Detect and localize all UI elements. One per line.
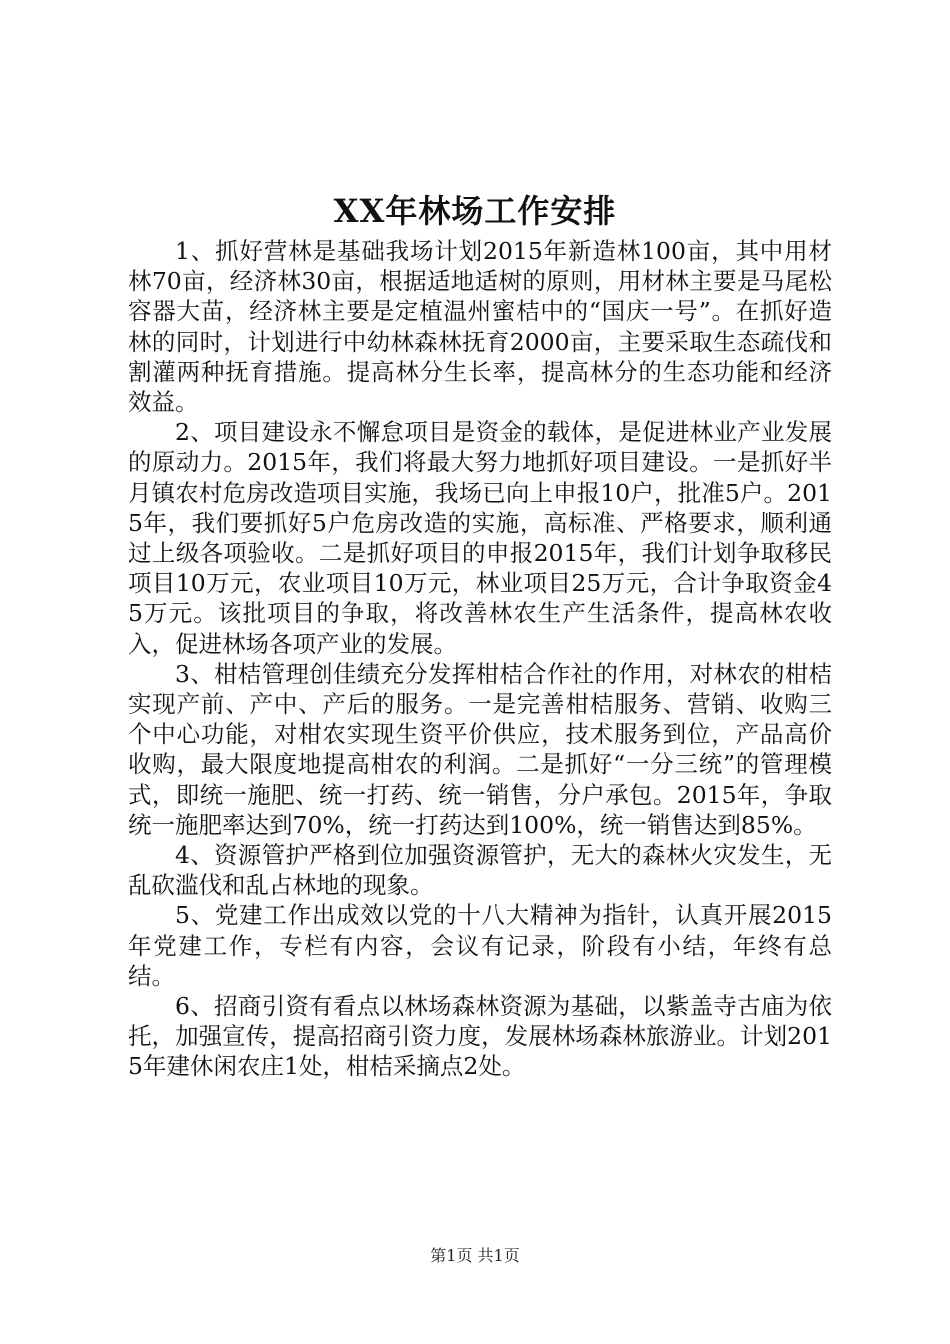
- paragraph-3: 3、柑桔管理创佳绩充分发挥柑桔合作社的作用，对林农的柑桔实现产前、产中、产后的服务。一是完善柑桔服务、营销、收购三个中心功能，对柑农实现生资平价供应，技术服务到位，产品高价收购，最大限度地提高柑农的利润。二是抓好“一分三统”的管理模式，即统一施肥、统一打药、统一销售，分户承包。2015年，争取统一施肥率达到70%，统一打药达到100%，统一销售达到85%。: [128, 659, 832, 839]
- page-number-footer: 第1页 共1页: [430, 1246, 520, 1265]
- paragraph-2: 2、项目建设永不懈怠项目是资金的载体，是促进林业产业发展的原动力。2015年，我们将最大努力地抓好项目建设。一是抓好半月镇农村危房改造项目实施，我场已向上申报10户，批准5户。2015年，我们要抓好5户危房改造的实施，高标准、严格要求，顺利通过上级各项验收。二是抓好项目的申报2015年，我们计划争取移民项目10万元，农业项目10万元，林业项目25万元，合计争取资金45万元。该批项目的争取，将改善林农生产生活条件，提高林农收入，促进林场各项产业的发展。: [128, 418, 832, 658]
- document-body: [128, 236, 832, 1082]
- paragraph-4: 4、资源管护严格到位加强资源管护，无大的森林火灾发生，无乱砍滥伐和乱占林地的现象。: [128, 841, 832, 900]
- paragraph-6: 6、招商引资有看点以林场森林资源为基础，以紫盖寺古庙为依托，加强宣传，提高招商引资力度，发展林场森林旅游业。计划2015年建休闲农庄1处，柑桔采摘点2处。: [128, 992, 832, 1081]
- paragraph-5: 5、党建工作出成效以党的十八大精神为指针，认真开展2015年党建工作，专栏有内容，会议有记录，阶段有小结，年终有总结。: [128, 901, 832, 990]
- paragraph-1: 1、抓好营林是基础我场计划2015年新造林100亩，其中用材林70亩，经济林30亩，根据适地适树的原则，用材林主要是马尾松容器大苗，经济林主要是定植温州蜜桔中的“国庆一号”。在抓好造林的同时，计划进行中幼林森林抚育2000亩，主要采取生态疏伐和割灌两种抚育措施。提高林分生长率，提高林分的生态功能和经济效益。: [128, 237, 832, 417]
- document-title: XX年林场工作安排: [333, 192, 617, 230]
